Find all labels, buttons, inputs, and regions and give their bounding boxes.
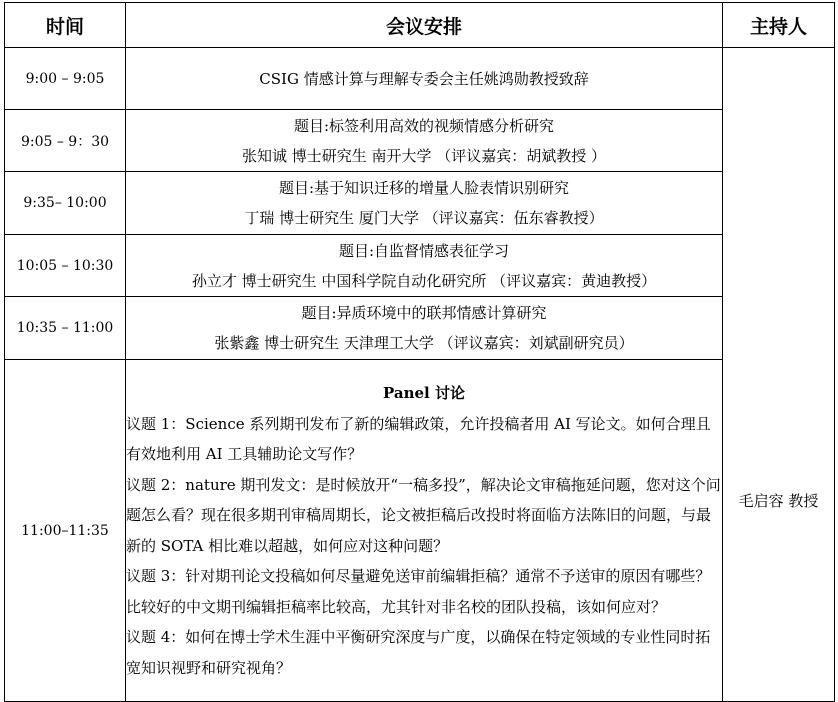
session-content (126, 110, 723, 172)
session-row (5, 235, 835, 297)
session-content (126, 235, 723, 297)
session-row (5, 48, 835, 110)
panel-topic-1: 议题 1：Science 系列期刊发布了新的编辑政策，允许投稿者用 AI 写论文。如何合理且有效地利用 AI 工具辅助论文写作？ (126, 414, 711, 463)
session-title: 题目:异质环境中的联邦情感计算研究 (301, 304, 547, 322)
session-title: 题目:自监督情感表征学习 (338, 241, 510, 260)
panel-topic-4: 议题 4：如何在博士学术生涯中平衡研究深度与广度，以确保在特定领域的专业性同时拓宽知识视野和研究视角？ (126, 628, 711, 677)
panel-content (126, 360, 723, 702)
host-name: 毛启容 教授 (738, 492, 819, 510)
session-time: 9:05 – 9：30 (5, 110, 126, 172)
session-speaker: 张紫鑫 博士研究生 天津理工大学 （评议嘉宾：刘斌副研究员） (214, 334, 634, 352)
session-row (5, 110, 835, 172)
panel-topic-3: 议题 3：针对期刊论文投稿如何尽量避免送审前编辑拒稿？通常不予送审的原因有哪些？比较好的中文期刊编辑拒稿率比较高，尤其针对非名校的团队投稿，该如何应对？ (126, 567, 711, 616)
session-title: 题目:标签利用高效的视频情感分析研究 (293, 116, 555, 135)
session-speaker: 孙立才 博士研究生 中国科学院自动化研究所 （评议嘉宾：黄迪教授） (191, 271, 657, 290)
panel-title: Panel 讨论 (383, 384, 465, 402)
session-time: 10:35 – 11:00 (5, 297, 126, 360)
session-time: 9:35– 10:00 (5, 172, 126, 235)
session-title: CSIG 情感计算与理解专委会主任姚鸿勋教授致辞 (259, 69, 589, 88)
session-content (126, 297, 723, 360)
session-title: 题目:基于知识迁移的增量人脸表情识别研究 (278, 179, 570, 197)
header-agenda: 会议安排 (126, 3, 723, 48)
session-row (5, 297, 835, 360)
session-time: 10:05 – 10:30 (5, 235, 126, 297)
host-cell (723, 48, 835, 702)
session-content (126, 48, 723, 110)
panel-topic-2: 议题 2：nature 期刊发文：是时候放开“一稿多投”，解决论文审稿拖延问题，您对这个问题怎么看？现在很多期刊审稿周期长，论文被拒稿后改投时将面临方法陈旧的问题，与最新的 SOTA 相比难以超越，如何应对这种问题？ (126, 475, 721, 555)
header-time: 时间 (5, 3, 126, 48)
session-speaker: 丁瑞 博士研究生 厦门大学 （评议嘉宾：伍东睿教授） (244, 209, 604, 227)
session-content (126, 172, 723, 235)
header-host: 主持人 (723, 3, 835, 48)
session-row (5, 172, 835, 235)
panel-time: 11:00–11:35 (5, 360, 126, 702)
agenda-table (4, 2, 835, 702)
panel-row (5, 360, 835, 702)
session-time: 9:00 – 9:05 (5, 48, 126, 110)
header-row (5, 3, 835, 48)
session-speaker: 张知诚 博士研究生 南开大学 （评议嘉宾：胡斌教授 ） (241, 146, 607, 165)
